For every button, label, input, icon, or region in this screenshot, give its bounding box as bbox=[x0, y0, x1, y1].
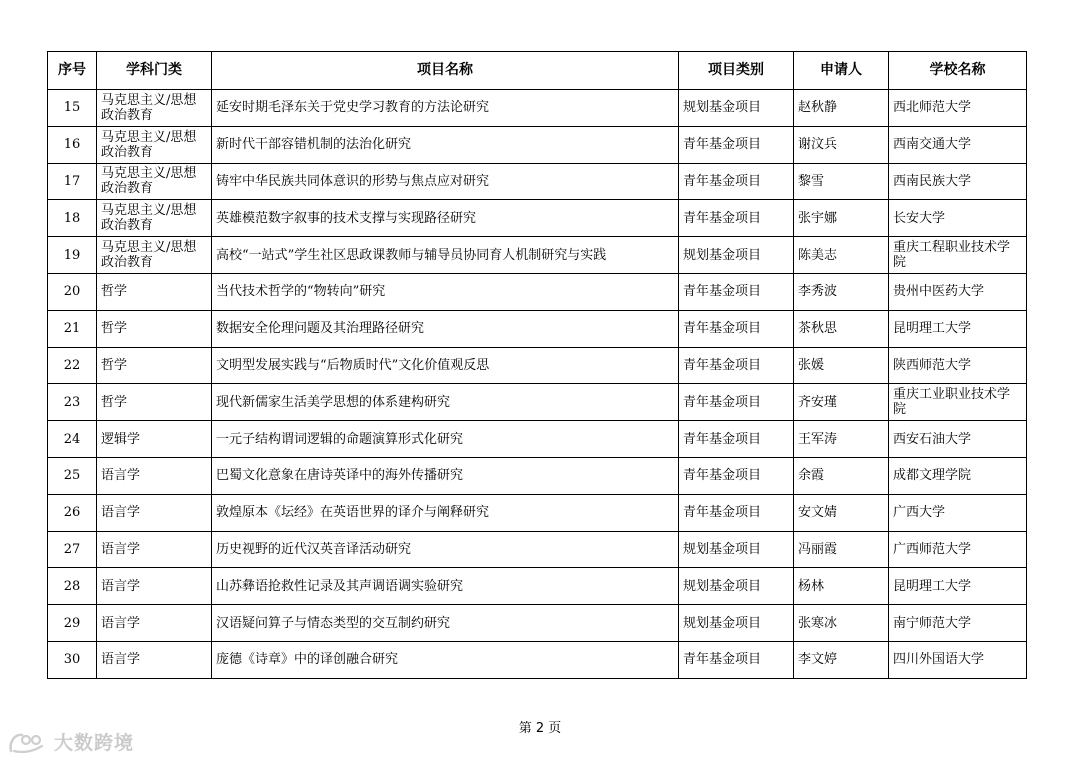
cell-school: 昆明理工大学 bbox=[889, 310, 1027, 347]
table-row bbox=[48, 273, 1027, 310]
cell-category: 规划基金项目 bbox=[679, 90, 794, 127]
cell-project-name: 现代新儒家生活美学思想的体系建构研究 bbox=[212, 384, 679, 421]
cell-no: 15 bbox=[48, 90, 97, 127]
table-row bbox=[48, 126, 1027, 163]
watermark bbox=[8, 728, 134, 755]
cell-applicant: 王军涛 bbox=[794, 421, 889, 458]
cell-school: 西南民族大学 bbox=[889, 163, 1027, 200]
cell-subject: 马克思主义/思想政治教育 bbox=[97, 90, 212, 127]
cell-category: 青年基金项目 bbox=[679, 494, 794, 531]
cell-subject: 语言学 bbox=[97, 568, 212, 605]
table-row bbox=[48, 310, 1027, 347]
cell-applicant: 茶秋思 bbox=[794, 310, 889, 347]
cell-subject: 哲学 bbox=[97, 347, 212, 384]
cell-project-name: 汉语疑问算子与情态类型的交互制约研究 bbox=[212, 605, 679, 642]
watermark-text: 大数跨境 bbox=[54, 732, 135, 754]
cell-applicant: 陈美志 bbox=[794, 237, 889, 274]
table-row bbox=[48, 494, 1027, 531]
header-applicant: 申请人 bbox=[794, 52, 889, 90]
cell-subject: 语言学 bbox=[97, 457, 212, 494]
cell-school: 成都文理学院 bbox=[889, 457, 1027, 494]
cell-project-name: 历史视野的近代汉英音译活动研究 bbox=[212, 531, 679, 568]
cell-applicant: 李秀波 bbox=[794, 273, 889, 310]
cell-school: 广西师范大学 bbox=[889, 531, 1027, 568]
cell-applicant: 黎雪 bbox=[794, 163, 889, 200]
cell-no: 20 bbox=[48, 273, 97, 310]
cell-applicant: 赵秋静 bbox=[794, 90, 889, 127]
cell-project-name: 一元子结构谓词逻辑的命题演算形式化研究 bbox=[212, 421, 679, 458]
cell-no: 19 bbox=[48, 237, 97, 274]
cell-project-name: 山苏彝语抢救性记录及其声调语调实验研究 bbox=[212, 568, 679, 605]
cell-no: 26 bbox=[48, 494, 97, 531]
cell-applicant: 齐安瑾 bbox=[794, 384, 889, 421]
cell-category: 青年基金项目 bbox=[679, 200, 794, 237]
header-school: 学校名称 bbox=[889, 52, 1027, 90]
cell-no: 29 bbox=[48, 605, 97, 642]
cell-applicant: 谢汶兵 bbox=[794, 126, 889, 163]
table-row bbox=[48, 90, 1027, 127]
cell-category: 青年基金项目 bbox=[679, 384, 794, 421]
watermark-logo-icon bbox=[8, 731, 48, 753]
project-table bbox=[47, 51, 1027, 679]
cell-category: 青年基金项目 bbox=[679, 421, 794, 458]
cell-project-name: 新时代干部容错机制的法治化研究 bbox=[212, 126, 679, 163]
cell-category: 青年基金项目 bbox=[679, 457, 794, 494]
cell-school: 长安大学 bbox=[889, 200, 1027, 237]
table-row bbox=[48, 641, 1027, 678]
table-body bbox=[48, 90, 1027, 679]
header-no: 序号 bbox=[48, 52, 97, 90]
cell-no: 23 bbox=[48, 384, 97, 421]
cell-project-name: 高校“一站式”学生社区思政课教师与辅导员协同育人机制研究与实践 bbox=[212, 237, 679, 274]
cell-school: 南宁师范大学 bbox=[889, 605, 1027, 642]
cell-project-name: 英雄模范数字叙事的技术支撑与实现路径研究 bbox=[212, 200, 679, 237]
cell-no: 18 bbox=[48, 200, 97, 237]
cell-applicant: 余霞 bbox=[794, 457, 889, 494]
header-project-name: 项目名称 bbox=[212, 52, 679, 90]
cell-category: 规划基金项目 bbox=[679, 531, 794, 568]
cell-no: 17 bbox=[48, 163, 97, 200]
cell-school: 重庆工业职业技术学院 bbox=[889, 384, 1027, 421]
cell-project-name: 敦煌原本《坛经》在英语世界的译介与阐释研究 bbox=[212, 494, 679, 531]
cell-school: 陕西师范大学 bbox=[889, 347, 1027, 384]
cell-subject: 语言学 bbox=[97, 531, 212, 568]
header-row bbox=[48, 52, 1027, 90]
cell-subject: 语言学 bbox=[97, 605, 212, 642]
cell-applicant: 安文婧 bbox=[794, 494, 889, 531]
cell-project-name: 延安时期毛泽东关于党史学习教育的方法论研究 bbox=[212, 90, 679, 127]
table-row bbox=[48, 163, 1027, 200]
page-number: 第 2 页 bbox=[518, 721, 562, 736]
cell-school: 西南交通大学 bbox=[889, 126, 1027, 163]
cell-category: 规划基金项目 bbox=[679, 568, 794, 605]
cell-applicant: 李文婷 bbox=[794, 641, 889, 678]
table-row bbox=[48, 605, 1027, 642]
table-row bbox=[48, 457, 1027, 494]
cell-no: 16 bbox=[48, 126, 97, 163]
table-row bbox=[48, 421, 1027, 458]
cell-no: 24 bbox=[48, 421, 97, 458]
cell-no: 21 bbox=[48, 310, 97, 347]
cell-category: 青年基金项目 bbox=[679, 163, 794, 200]
cell-project-name: 巴蜀文化意象在唐诗英译中的海外传播研究 bbox=[212, 457, 679, 494]
cell-subject: 哲学 bbox=[97, 310, 212, 347]
cell-category: 规划基金项目 bbox=[679, 605, 794, 642]
cell-category: 青年基金项目 bbox=[679, 641, 794, 678]
cell-school: 四川外国语大学 bbox=[889, 641, 1027, 678]
header-subject: 学科门类 bbox=[97, 52, 212, 90]
cell-school: 重庆工程职业技术学院 bbox=[889, 237, 1027, 274]
cell-no: 22 bbox=[48, 347, 97, 384]
cell-subject: 哲学 bbox=[97, 273, 212, 310]
cell-applicant: 张宇娜 bbox=[794, 200, 889, 237]
cell-school: 西安石油大学 bbox=[889, 421, 1027, 458]
cell-no: 30 bbox=[48, 641, 97, 678]
cell-category: 规划基金项目 bbox=[679, 237, 794, 274]
cell-project-name: 文明型发展实践与“后物质时代”文化价值观反思 bbox=[212, 347, 679, 384]
header-category: 项目类别 bbox=[679, 52, 794, 90]
cell-project-name: 数据安全伦理问题及其治理路径研究 bbox=[212, 310, 679, 347]
table-row bbox=[48, 200, 1027, 237]
cell-subject: 语言学 bbox=[97, 494, 212, 531]
table-row bbox=[48, 237, 1027, 274]
cell-subject: 语言学 bbox=[97, 641, 212, 678]
cell-subject: 马克思主义/思想政治教育 bbox=[97, 126, 212, 163]
cell-project-name: 当代技术哲学的“物转向”研究 bbox=[212, 273, 679, 310]
cell-subject: 马克思主义/思想政治教育 bbox=[97, 200, 212, 237]
cell-school: 西北师范大学 bbox=[889, 90, 1027, 127]
table-row bbox=[48, 347, 1027, 384]
cell-applicant: 张寒冰 bbox=[794, 605, 889, 642]
cell-applicant: 冯丽霞 bbox=[794, 531, 889, 568]
cell-no: 25 bbox=[48, 457, 97, 494]
cell-category: 青年基金项目 bbox=[679, 126, 794, 163]
table-row bbox=[48, 568, 1027, 605]
cell-category: 青年基金项目 bbox=[679, 310, 794, 347]
cell-school: 昆明理工大学 bbox=[889, 568, 1027, 605]
cell-category: 青年基金项目 bbox=[679, 347, 794, 384]
cell-school: 广西大学 bbox=[889, 494, 1027, 531]
cell-applicant: 杨林 bbox=[794, 568, 889, 605]
cell-subject: 马克思主义/思想政治教育 bbox=[97, 163, 212, 200]
table-row bbox=[48, 384, 1027, 421]
table-header bbox=[48, 52, 1027, 90]
cell-no: 27 bbox=[48, 531, 97, 568]
cell-no: 28 bbox=[48, 568, 97, 605]
cell-school: 贵州中医药大学 bbox=[889, 273, 1027, 310]
cell-category: 青年基金项目 bbox=[679, 273, 794, 310]
table-row bbox=[48, 531, 1027, 568]
cell-applicant: 张媛 bbox=[794, 347, 889, 384]
cell-project-name: 庞德《诗章》中的译创融合研究 bbox=[212, 641, 679, 678]
cell-project-name: 铸牢中华民族共同体意识的形势与焦点应对研究 bbox=[212, 163, 679, 200]
cell-subject: 逻辑学 bbox=[97, 421, 212, 458]
cell-subject: 马克思主义/思想政治教育 bbox=[97, 237, 212, 274]
cell-subject: 哲学 bbox=[97, 384, 212, 421]
